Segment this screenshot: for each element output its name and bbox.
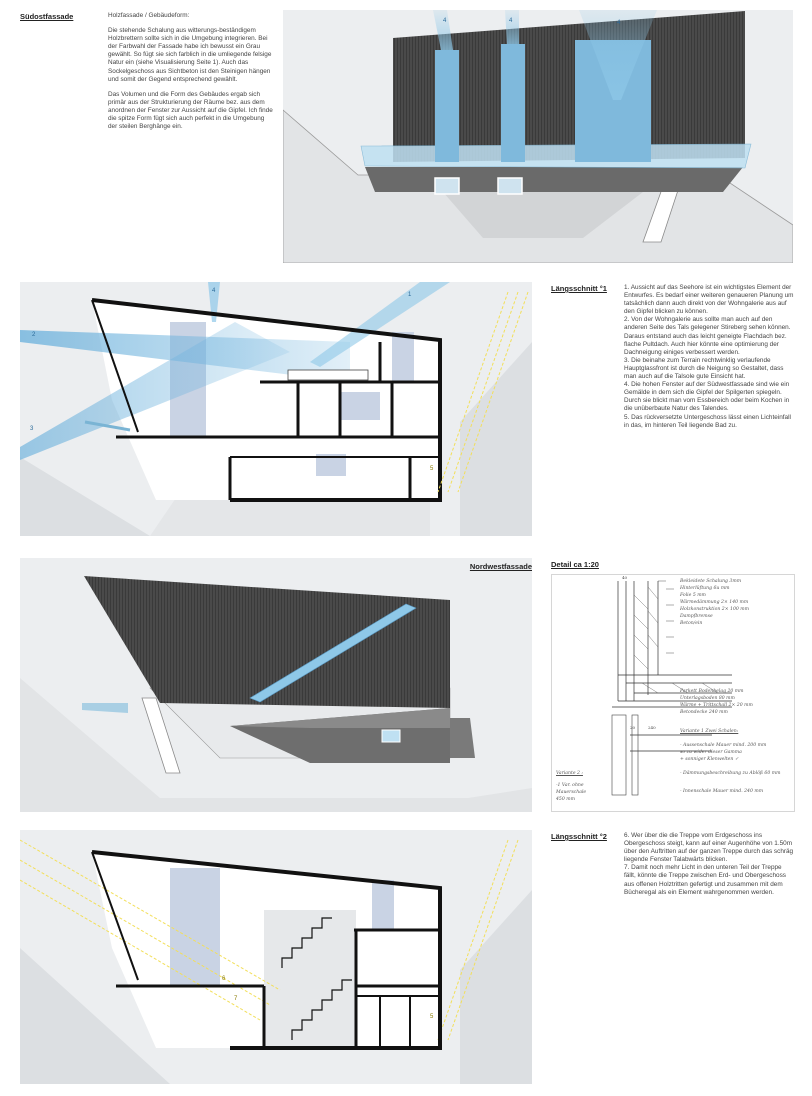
- detail-note-top-7: Beton/ein: [680, 621, 703, 626]
- variant-1-note-1: - Aussenschale Mauer mind. 200 mm: [680, 743, 767, 748]
- detail-note-top-2: Hinterlüftung 6u mm: [680, 586, 730, 591]
- section-marker-7: 7: [234, 996, 238, 1002]
- heading-nordwestfassade: Nordwestfassade: [469, 562, 532, 571]
- laengs1-item-5: 5. Das rückversetzte Untergeschoss lässt einen Lichteinfall in das, im hinteren Teil liegende Bad zu.: [624, 413, 791, 429]
- variant-2-note-1: -1 Var. ohne: [556, 783, 584, 788]
- detail-note-mid-1: Parkett Bodenbelag 20 mm: [680, 689, 744, 694]
- base-window-left: [435, 178, 459, 194]
- detail-note-mid-4: Betondecke 240 mm: [680, 710, 728, 715]
- variant-1-note-5: - Innenschale Mauer mind. 240 mm: [680, 789, 764, 794]
- variant-2-note-3: 450 mm: [556, 797, 575, 802]
- variant-2-note-2: Mauerschale: [556, 790, 587, 795]
- laengs1-item-2: 2. Von der Wohngalerie aus sollte man auch auf den anderen Seite des Tals gelegener Stireberg sehen können. Daraus entstand auch das leicht geneigte Flachdach bez. flache Pultdach. Auch hier könnte eine optimierung der Dachneigung einiges verbessert werden.: [624, 316, 791, 356]
- variant-1-note-2: so zu wider dieser Gamma: [680, 750, 742, 755]
- laengs1-item-1: 1. Aussicht auf das Seehore ist ein wichtigstes Element der Entwurfes. Es bedarf einer weiteren genaueren Planung um tatsächlich dann auch direkt von der Wohngalerie aus auf den Gipfel blicken zu können.: [624, 284, 794, 316]
- laengsschnitt-2-drawing: [20, 830, 532, 1084]
- laengsschnitt-1-drawing: [20, 282, 532, 536]
- stair-well: [264, 910, 356, 1048]
- gallery-furniture: [288, 370, 368, 380]
- section-marker-3: 3: [30, 426, 34, 432]
- base-window: [382, 730, 400, 742]
- laengsschnitt-1-panel: [20, 282, 532, 536]
- balcony-slab: [82, 703, 128, 713]
- detail-note-mid-2: Unterlagsboden 80 mm: [680, 696, 735, 701]
- room-upper: [170, 868, 220, 986]
- laengs1-item-4: 4. Die hohen Fenster auf der Südwestfassade sind wie ein Gemälde in dem sich die Gipfel der Spilgerten spiegeln. Durch sie blickt man vom Essbereich oder beim Kochen in die unüberbaute Natur des Talendes.: [624, 381, 790, 413]
- room-upper-right: [392, 332, 414, 382]
- terrain: [20, 457, 150, 536]
- section-marker-4: 4: [212, 288, 216, 294]
- suedost-subheading: Holzfassade / Gebäudeform:: [108, 12, 190, 19]
- variant-1-note-3: + sonniger Klenwelten ✓: [680, 757, 739, 762]
- glass-balcony: [361, 144, 751, 168]
- nordwest-elevation-panel: [20, 558, 532, 812]
- nordwest-elevation-drawing: [20, 558, 532, 812]
- detail-note-top-3: Folie 5 mm: [680, 593, 706, 598]
- view-marker-2: 4: [509, 18, 513, 24]
- laengsschnitt-2-panel: [20, 830, 532, 1084]
- view-marker-1: 4: [443, 18, 447, 24]
- suedost-elevation-panel: [283, 10, 793, 263]
- heading-laengsschnitt-1: Längsschnitt °1: [551, 284, 607, 293]
- detail-note-mid-3: Wärme + Trittschall 2× 20 mm: [680, 703, 753, 708]
- view-beam-2: [505, 10, 519, 44]
- laengsschnitt-1-text: [624, 284, 794, 430]
- laengs2-item-7: 7. Damit noch mehr Licht in den unteren Teil der Treppe fällt, könnte die Treppe zwischen Erd- und Obergeschoss aus offenen Holztritten gefertigt und zusammen mit dem Bücheregal als ein Element wahrgenommen werden.: [624, 864, 786, 896]
- room-mid: [340, 392, 380, 420]
- detail-note-top-6: Dampfbremse: [680, 614, 713, 619]
- heading-detail: Detail ca 1:20: [551, 560, 599, 569]
- base-floor: [365, 167, 743, 192]
- dim-label-1: 40: [622, 575, 628, 580]
- dim-label-2: 20: [630, 725, 636, 730]
- base-window-right: [498, 178, 522, 194]
- suedost-elevation-drawing: [283, 10, 793, 263]
- detail-note-top-4: Wärmedämmung 2× 140 mm: [680, 600, 749, 605]
- suedost-text: [108, 12, 273, 138]
- tall-window-1: [435, 50, 459, 162]
- section-marker-5b: 5: [430, 1014, 434, 1020]
- section-marker-1: 1: [408, 292, 412, 298]
- laengsschnitt-2-text: [624, 832, 794, 897]
- room-upper-right: [372, 880, 394, 930]
- laengs1-item-3: 3. Die beinahe zum Terrain rechtwinklig verlaufende Hauptglassfront ist durch die Neigung so Gestaltet, dass man auch auf die Talsole gute Einsicht hat.: [624, 356, 784, 381]
- variant-1-title: Variante 1 Zwei Schalen:: [680, 729, 739, 734]
- detail-note-top-1: Bekleidete Schalung 3mm: [680, 579, 742, 584]
- variant-2-title: Variante 2 :: [556, 771, 583, 776]
- suedost-paragraph-1: Die stehende Schalung aus witterungs-beständigem Holzbrettern sollte sich in die Umgebung integrieren. Bei der Farbwahl der Fassade habe ich bewusst ein Grau gewählt. So fügt sie sich farblich in die umliegende felsige Natur ein (siehe Visualisierung Seite 1). Auch das Sockelgeschoss aus Sichtbeton ist den Steinigen hängen und somit der Gegend entsprechend gewählt.: [108, 27, 272, 83]
- view-marker-3: 4: [617, 20, 621, 26]
- variant-1-note-4: - Dämmungsbeschreibung zu Ablöß 60 mm: [680, 771, 781, 776]
- laengs2-item-6: 6. Wer über die die Treppe vom Erdgeschoss ins Obergeschoss steigt, kann auf einer Augenhöhe von 1.50m über den Auftritten auf der ganzen Treppe durch das schräg liegende Fenster Talabwärts blicken.: [624, 832, 794, 864]
- section-marker-5: 5: [430, 466, 434, 472]
- section-marker-2: 2: [32, 332, 36, 338]
- tall-window-2: [501, 44, 525, 162]
- suedost-paragraph-2: Das Volumen und die Form des Gebäudes ergab sich primär aus der Strukturierung der Räume bez. aus dem anordnen der Fenster zur Aussicht auf die Gipfel. Ich finde die spitze Form fügt sich auch perfekt in die Umgebung der steilen Berghänge ein.: [108, 90, 273, 131]
- dim-label-3: 240: [648, 725, 656, 730]
- section-marker-6: 6: [222, 976, 226, 982]
- heading-laengsschnitt-2: Längsschnitt °2: [551, 832, 607, 841]
- stair-block: [450, 718, 475, 758]
- terrain-right: [460, 342, 532, 536]
- detail-sketch-sheet: [551, 574, 795, 812]
- terrain-right: [460, 890, 532, 1084]
- heading-suedostfassade: Südostfassade: [20, 12, 74, 21]
- detail-note-top-5: Holzkonstruktion 2× 100 mm: [680, 607, 749, 612]
